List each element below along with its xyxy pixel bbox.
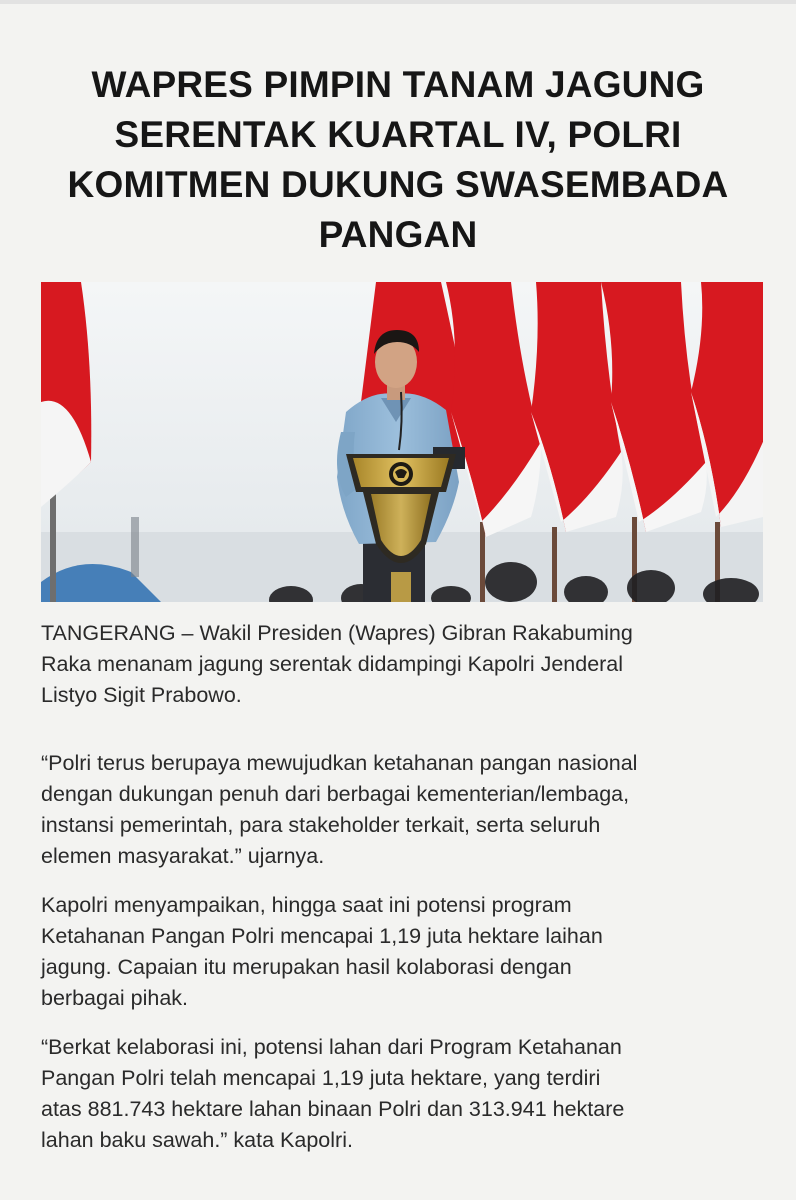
headline-line: KOMITMEN DUKUNG SWASEMBADA: [67, 164, 729, 205]
photo-illustration: [41, 282, 763, 602]
paragraph-line: Kapolri menyampaikan, hingga saat ini potensi program: [41, 893, 572, 917]
article-paragraph: [41, 1032, 763, 1156]
top-divider: [0, 0, 796, 4]
article-paragraph: [41, 618, 763, 711]
paragraph-line: instansi pemerintah, para stakeholder terkait, serta seluruh: [41, 813, 601, 837]
article-body: [41, 618, 763, 1156]
paragraph-line: lahan baku sawah.” kata Kapolri.: [41, 1128, 353, 1152]
paragraph-line: TANGERANG – Wakil Presiden (Wapres) Gibran Rakabuming: [41, 621, 633, 645]
paragraph-line: dengan dukungan penuh dari berbagai kementerian/lembaga,: [41, 782, 630, 806]
paragraph-line: Raka menanam jagung serentak didampingi Kapolri Jenderal: [41, 652, 624, 676]
article-paragraph: [41, 748, 763, 872]
headline-line: WAPRES PIMPIN TANAM JAGUNG: [91, 64, 705, 105]
paragraph-line: Ketahanan Pangan Polri mencapai 1,19 juta hektare laihan: [41, 924, 603, 948]
headline-line: PANGAN: [318, 214, 478, 255]
paragraph-line: “Polri terus berupaya mewujudkan ketahanan pangan nasional: [41, 751, 638, 775]
paragraph-line: berbagai pihak.: [41, 986, 189, 1010]
headline-line: SERENTAK KUARTAL IV, POLRI: [114, 114, 682, 155]
paragraph-line: Listyo Sigit Prabowo.: [41, 683, 242, 707]
paragraph-line: jagung. Capaian itu merupakan hasil kolaborasi dengan: [41, 955, 572, 979]
paragraph-line: elemen masyarakat.” ujarnya.: [41, 844, 325, 868]
headline: [40, 60, 756, 260]
article-paragraph: [41, 890, 763, 1014]
paragraph-line: “Berkat kelaborasi ini, potensi lahan dari Program Ketahanan: [41, 1035, 622, 1059]
paragraph-line: atas 881.743 hektare lahan binaan Polri dan 313.941 hektare: [41, 1097, 625, 1121]
paragraph-line: Pangan Polri telah mencapai 1,19 juta hektare, yang terdiri: [41, 1066, 601, 1090]
article-photo: [41, 282, 763, 602]
